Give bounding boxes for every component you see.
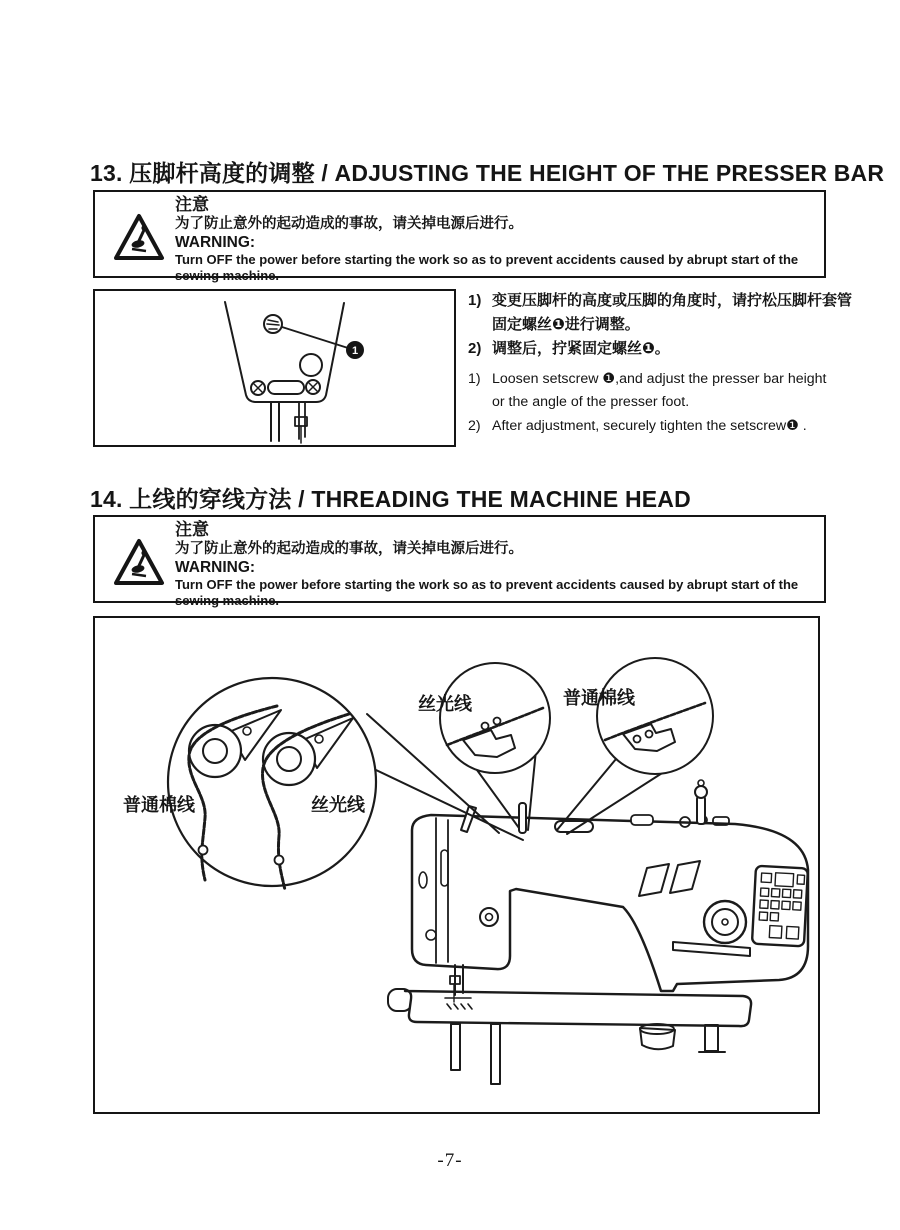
warning-zh-body: 为了防止意外的起动造成的事故，请关掉电源后进行。: [175, 216, 523, 232]
warning-en-title: WARNING:: [175, 559, 256, 576]
section13-heading: 13. 压脚杆高度的调整 / ADJUSTING THE HEIGHT OF THE PRESSER BAR: [90, 160, 885, 186]
warning-box-section14: [93, 515, 826, 608]
instructions-zh: [468, 289, 882, 361]
presser-bar-figure-drawing: [95, 291, 454, 445]
label-cotton-thread-left: 普通棉线: [123, 795, 195, 815]
en-step-1: 1) Loosen setscrew ❶,and adjust the presser bar height or the angle of the presser foot.: [468, 371, 827, 410]
zh-step-1: 1) 变更压脚杆的高度或压脚的角度时，请拧松压脚杆套管 固定螺丝❶进行调整。: [468, 292, 853, 333]
warning-en-body: Turn OFF the power before starting the work so as to prevent accidents caused by abrupt start of the sewing machine.: [175, 577, 799, 608]
warning-zh-body: 为了防止意外的起动造成的事故，请关掉电源后进行。: [175, 541, 523, 557]
label-cotton-thread-callout: 普通棉线: [563, 688, 635, 708]
warning-triangle-icon: [113, 538, 165, 586]
threading-figure-drawing: [95, 618, 818, 1112]
threading-figure: [93, 616, 820, 1114]
warning-zh-title: 注意: [175, 195, 209, 214]
label-mercerized-thread-left: 丝光线: [311, 795, 365, 815]
zh-step-2: 2) 调整后，拧紧固定螺丝❶。: [468, 340, 670, 357]
warning-en-title: WARNING:: [175, 234, 256, 251]
setscrew-marker-number: 1: [351, 345, 359, 357]
page-number: -7-: [437, 1150, 463, 1171]
warning-triangle-icon: [113, 213, 165, 261]
section14-heading: 14. 上线的穿线方法 / THREADING THE MACHINE HEAD: [90, 486, 691, 512]
warning-en-body: Turn OFF the power before starting the work so as to prevent accidents caused by abrupt start of the sewing machine.: [175, 252, 799, 283]
presser-bar-figure: [93, 289, 456, 447]
warning-zh-title: 注意: [175, 520, 209, 539]
instructions-en: [468, 368, 882, 438]
en-step-2: 2) After adjustment, securely tighten the setscrew❶ .: [468, 418, 807, 434]
control-panel: [752, 866, 808, 947]
label-mercerized-thread-callout: 丝光线: [418, 694, 472, 714]
section13-instructions: [468, 289, 882, 438]
warning-box-section13: [93, 190, 826, 283]
